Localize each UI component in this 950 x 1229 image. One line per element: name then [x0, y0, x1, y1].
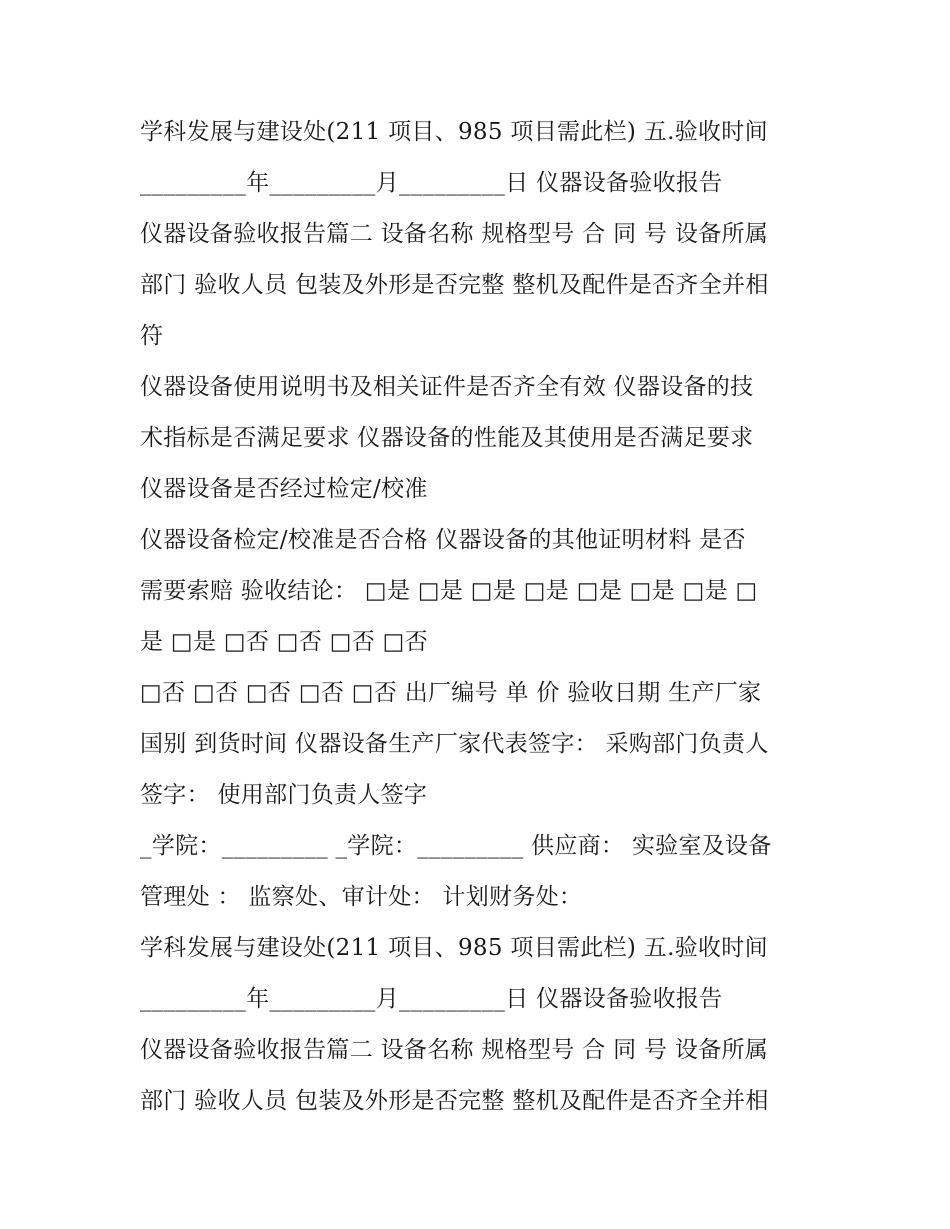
text-line: 仪器设备检定/校准是否合格 仪器设备的其他证明材料 是否	[140, 527, 746, 553]
text-line: _学院：_________ _学院：_________ 供应商： 实验室及设备	[140, 833, 772, 859]
document-body	[140, 107, 820, 1127]
text-line: 术指标是否满足要求 仪器设备的性能及其使用是否满足要求	[140, 425, 754, 451]
text-line: 是 □是 □否 □否 □否 □否	[140, 629, 429, 655]
text-line: 学科发展与建设处(211 项目、985 项目需此栏) 五.验收时间	[140, 935, 768, 961]
text-line: 学科发展与建设处(211 项目、985 项目需此栏) 五.验收时间	[140, 119, 768, 145]
text-line: 仪器设备验收报告篇二 设备名称 规格型号 合 同 号 设备所属	[140, 1037, 769, 1063]
text-line: 国别 到货时间 仪器设备生产厂家代表签字： 采购部门负责人	[140, 731, 769, 757]
text-line: 签字： 使用部门负责人签字	[140, 782, 428, 808]
text-line: 符	[140, 323, 164, 349]
text-line: 需要索赔 验收结论： □是 □是 □是 □是 □是 □是 □是 □	[140, 578, 758, 604]
text-line: 仪器设备是否经过检定/校准	[140, 476, 428, 502]
text-line: 管理处 ： 监察处、审计处： 计划财务处：	[140, 884, 583, 910]
text-line: _________年_________月_________日 仪器设备验收报告	[140, 986, 723, 1012]
text-line: 仪器设备验收报告篇二 设备名称 规格型号 合 同 号 设备所属	[140, 221, 769, 247]
text-line: 仪器设备使用说明书及相关证件是否齐全有效 仪器设备的技	[140, 374, 754, 400]
text-line: 部门 验收人员 包装及外形是否完整 整机及配件是否齐全并相	[140, 272, 769, 298]
text-line: □否 □否 □否 □否 □否 出厂编号 单 价 验收日期 生产厂家	[140, 680, 762, 706]
text-line: _________年_________月_________日 仪器设备验收报告	[140, 170, 723, 196]
text-line: 部门 验收人员 包装及外形是否完整 整机及配件是否齐全并相	[140, 1088, 769, 1114]
